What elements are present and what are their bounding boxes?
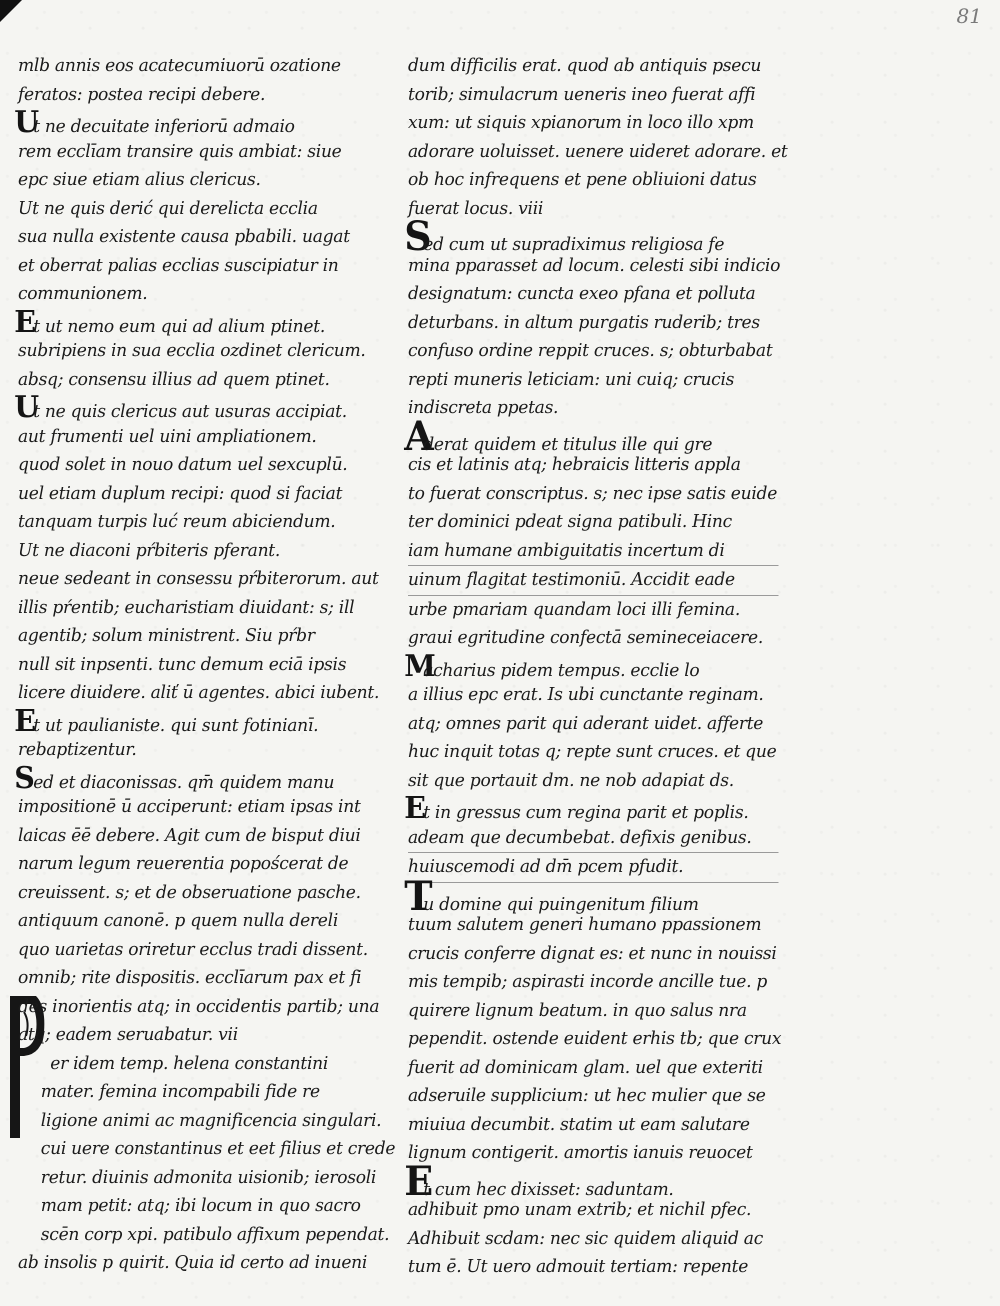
initial-letter: T	[404, 872, 433, 920]
left-text-line: communionem.	[18, 283, 148, 304]
right-text-line: uinum flagitat testimoniū. Accidit eade	[408, 566, 779, 596]
left-text-line: rem ecclīam transire quis ambiat: siue	[18, 140, 342, 162]
left-text-line: ab insolis p quirit. Quia id certo ad inueni	[18, 1252, 368, 1273]
right-text-line: tuum salutem generi humano ppassionem	[408, 914, 762, 935]
right-text-line: Et in gressus cum regina parit et poplis.	[404, 791, 749, 826]
right-text-line: Tu domine qui puingenitum filium	[404, 872, 699, 920]
right-text-line: ter dominici pdeat signa patibuli. Hinc	[408, 511, 732, 532]
right-text-line: pependit. ostende euident erhis tb; que crux	[408, 1028, 782, 1049]
left-text-line: epc siue etiam alius clericus.	[18, 169, 261, 190]
left-text-line: sua nulla existente causa pbabili. uagat	[18, 226, 350, 247]
right-text-line: dum difficilis erat. quod ab antiquis psecu	[408, 55, 762, 76]
right-text-line: Sed cum ut supradiximus religiosa fe	[404, 213, 725, 260]
right-text-line: miuiua decumbit. statim ut eam salutare	[408, 1113, 750, 1135]
right-text-line: quirere lignum beatum. in quo salus nra	[408, 999, 747, 1021]
left-text-line: Sed et diaconissas. qm̄ quidem manu	[14, 760, 335, 796]
right-text-line: designatum: cuncta exeo pfana et polluta	[408, 283, 756, 304]
right-text-line: crucis conferre dignat es: et nunc in nouissi	[408, 942, 777, 964]
left-text-line: er idem temp. helena constantini	[50, 1052, 329, 1074]
initial-letter: U	[14, 390, 39, 425]
right-text-line: cis et latinis atq; hebraicis litteris appla	[408, 454, 741, 475]
left-text-line: Et ut nemo eum qui ad alium ptinet.	[14, 304, 325, 340]
right-text-line: sit que portauit dm. ne nob adapiat ds.	[408, 769, 734, 791]
left-text-line: Ut ne quis clericus aut usuras accipiat.	[14, 390, 347, 425]
right-text-line: to fuerat conscriptus. s; nec ipse satis euide	[408, 482, 778, 504]
left-text-line: des inorientis atq; in occidentis partib; una	[18, 995, 380, 1017]
right-text-line: torib; simulacrum ueneris ineo fuerat affi	[408, 83, 756, 105]
left-text-line: et oberrat palias ecclias suscipiatur in	[18, 254, 339, 276]
left-text-line: retur. diuinis admonita uisionib; ierosoli	[40, 1166, 377, 1188]
left-text-column	[14, 52, 398, 1278]
right-text-line: mina pparasset ad locum. celesti sibi indicio	[408, 254, 781, 276]
left-text-line: illis pŕentib; eucharistiam diuidant: s; ill	[18, 596, 355, 618]
left-text-line: mlb annis eos acatecumiuorū ozatione	[18, 55, 341, 76]
right-text-line: repti muneris leticiam: uni cuiq; crucis	[408, 368, 735, 390]
left-text-line: Ut ne quis derić qui derelicta ecclia	[18, 197, 318, 219]
left-text-line: omnib; rite dispositis. ecclīarum pax et fi	[18, 967, 362, 988]
left-text-line: antiquum canonē. p quem nulla dereli	[18, 910, 339, 931]
left-text-line: absq; consensu illius ad quem ptinet.	[18, 368, 330, 390]
left-text-line: aut frumenti uel uini ampliationem.	[18, 425, 317, 447]
left-text-line: creuissent. s; et de obseruatione pasche.	[18, 881, 361, 903]
left-text-line: Et ut paulianiste. qui sunt fotinianī.	[14, 703, 319, 739]
left-text-line: ligione animi ac magnificencia singulari.	[40, 1109, 382, 1131]
left-text-line: quod solet in nouo datum uel sexcuplū.	[18, 454, 348, 475]
right-text-line: adseruile supplicium: ut hec mulier que se	[408, 1085, 766, 1106]
right-text-line: Macharius pidem tempus. ecclie lo	[404, 648, 700, 684]
left-text-line: cui uere constantinus et eet filius et crede	[40, 1138, 396, 1159]
initial-letter: S	[14, 760, 35, 796]
right-text-line: a illius epc erat. Is ubi cunctante reginam.	[408, 684, 764, 705]
right-text-line: huiuscemodi ad dm̄ pcem pfudit.	[408, 853, 779, 883]
initial-letter: M	[404, 648, 436, 684]
right-text-line: Aderat quidem et titulus ille qui gre	[404, 412, 713, 460]
initial-letter: E	[404, 1157, 433, 1205]
right-text-line: confuso ordine reppit cruces. s; obturbabat	[408, 340, 773, 361]
right-text-line: ob hoc infrequens et pene obliuioni datus	[408, 169, 757, 190]
left-text-line: narum legum reuerentia popoścerat de	[18, 853, 349, 874]
left-text-line: mater. femina incompabili fide re	[40, 1081, 320, 1102]
scan-corner-mark	[0, 0, 22, 22]
right-text-line: adeam que decumbebat. defixis genibus.	[408, 824, 779, 854]
left-text-line: impositionē ū acciperunt: etiam ipsas int	[18, 796, 361, 817]
right-text-line: deturbans. in altum purgatis ruderib; tres	[408, 311, 760, 333]
left-text-line: Ut ne decuitate inferiorū admaio	[14, 105, 295, 140]
initial-letter: U	[14, 105, 39, 140]
left-text-line: null sit inpsenti. tunc demum eciā ipsis	[18, 653, 347, 675]
initial-letter: E	[14, 703, 36, 739]
left-text-line: quo uarietas oriretur ecclus tradi dissent.	[18, 938, 368, 960]
left-text-line: neue sedeant in consessu pŕbiterorum. aut	[18, 568, 379, 589]
left-text-line: subripiens in sua ecclia ozdinet clericum.	[18, 340, 366, 361]
left-text-line: agentib; solum ministrent. Siu pŕbr	[18, 625, 315, 646]
right-text-line: adorare uoluisset. uenere uideret adorare. et	[408, 140, 788, 162]
right-text-line: xum: ut siquis xpianorum in loco illo xpm	[408, 112, 754, 133]
right-text-line: huc inquit totas q; repte sunt cruces. et que	[408, 741, 777, 762]
left-text-line: rebaptizentur.	[18, 739, 137, 760]
left-text-line: mam petit: atq; ibi locum in quo sacro	[40, 1195, 361, 1216]
initial-letter: A	[404, 412, 434, 460]
right-text-line: lignum contigerit. amortis ianuis reuocet	[408, 1142, 753, 1163]
right-text-line: urbe pmariam quandam loci illi femina.	[408, 598, 741, 620]
left-text-line: Ut ne diaconi pŕbiteris pferant.	[18, 539, 281, 561]
right-text-line: Et cum hec dixisset: saduntam.	[404, 1157, 674, 1205]
right-text-line: iam humane ambiguitatis incertum di	[408, 537, 779, 567]
right-text-line: fuerit ad dominicam glam. uel que exteriti	[408, 1056, 763, 1078]
right-text-line: atq; omnes parit qui aderant uidet. afferte	[408, 712, 764, 734]
right-text-line: indiscreta ppetas.	[408, 397, 559, 418]
left-text-line: tanquam turpis luć reum abiciendum.	[18, 511, 336, 532]
left-text-line: atq; eadem seruabatur. vii	[18, 1024, 238, 1045]
left-text-line: scēn corp xpi. patibulo affixum pependat.	[40, 1223, 390, 1245]
right-text-line: adhibuit pmo unam extrib; et nichil pfec.	[408, 1199, 752, 1220]
folio-number: 81	[956, 4, 982, 28]
right-text-column	[404, 52, 798, 1282]
right-text-line: graui egritudine confectā semineceiacere.	[408, 627, 764, 648]
right-text-line: Adhibuit scdam: nec sic quidem aliquid ac	[408, 1227, 764, 1249]
right-text-line: tum ē. Ut uero admouit tertiam: repente	[408, 1256, 749, 1277]
left-text-line: licere diuidere. aliť ū agentes. abici iubent.	[18, 682, 380, 703]
right-text-line: mis tempib; aspirasti incorde ancille tue. p	[408, 971, 768, 992]
initial-letter: E	[404, 791, 426, 826]
initial-letter: E	[14, 304, 36, 340]
left-text-line: laicas ēē debere. Agit cum de bisput diui	[18, 824, 361, 846]
left-text-line: feratos: postea recipi debere.	[18, 83, 266, 105]
initial-letter: S	[404, 213, 432, 260]
right-text-line: fuerat locus. viii	[408, 197, 544, 219]
left-text-line: uel etiam duplum recipi: quod si faciat	[18, 482, 343, 504]
